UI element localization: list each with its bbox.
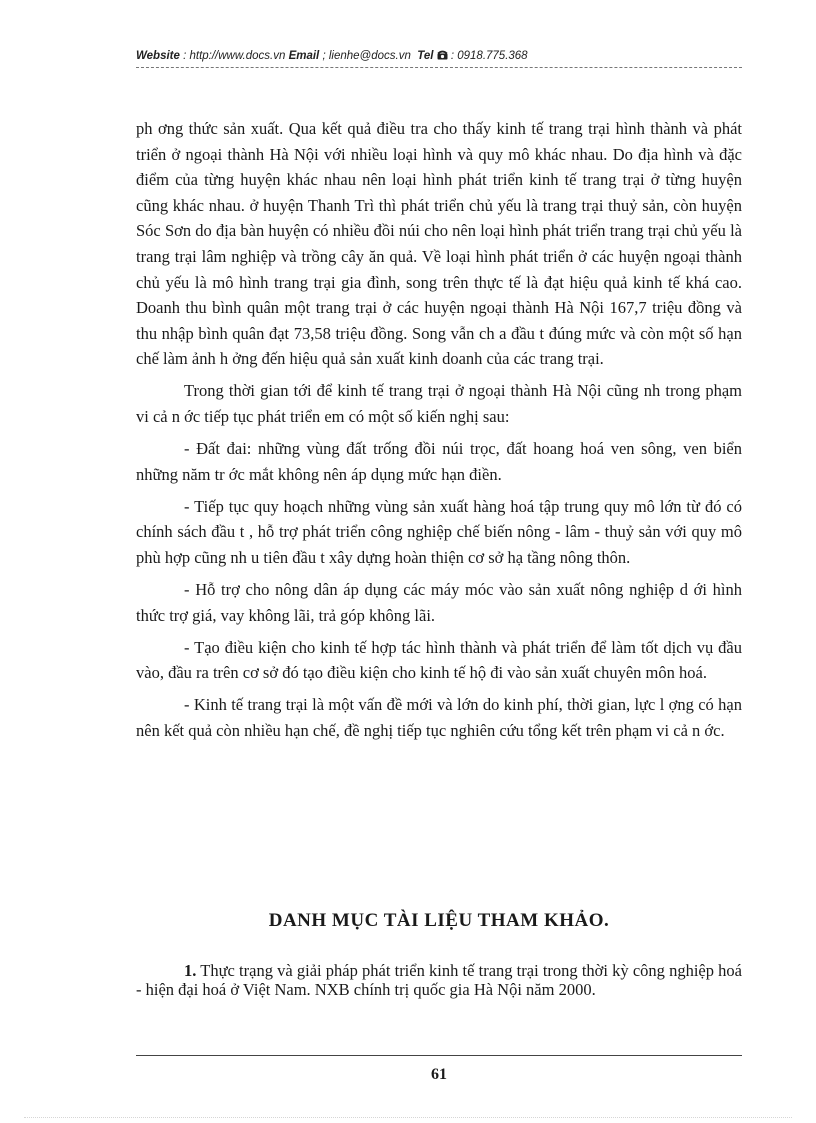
website-url[interactable]: : http://www.docs.vn	[183, 50, 286, 62]
recommendation-paragraph: - Kinh tế trang trại là một vấn đề mới và lớn do kinh phí, thời gian, lực l ợng có hạn nên kết quả còn nhiều hạn chế, đề nghị tiếp tục nghiên cứu tổng kết trên phạm vi cả n ớc.	[136, 695, 742, 741]
tel-label: Tel	[417, 50, 434, 62]
page-header	[136, 50, 742, 62]
reference-number: 1.	[184, 961, 197, 980]
paragraph: ph ơng thức sản xuất. Qua kết quả điều tra cho thấy kinh tế trang trại hình thành và phát triển ở ngoại thành Hà Nội với nhiều loại hình và quy mô khác nhau. Do địa hình và đặc điểm của từng huyện khác nhau nên loại hình phát triển kinh tế trang trại ở từng huyện cũng khác nhau. ở huyện Thanh Trì thì phát triển chủ yếu là trang trại thuỷ sản, còn huyện Sóc Sơn do địa bàn huyện có nhiều đồi núi cho nên loại hình phát triển trang trại chủ yếu là trang trại lâm nghiệp và trồng cây ăn quả. Về loại hình phát triển ở các huyện ngoại thành chủ yếu là mô hình trang trại gia đình, song trên thực tế là đạt hiệu quả kinh tế khá cao. Doanh thu bình quân một trang trại ở các huyện ngoại thành Hà Nội 167,7 triệu đồng và thu nhập bình quân đạt 73,58 triệu đồng. Song vẫn ch a đầu t đúng mức và còn một số hạn chế làm ảnh h ởng đến hiệu quả sản xuất kinh doanh của các trang trại.	[136, 119, 742, 369]
reference-text: Thực trạng và giải pháp phát triển kinh tế trang trại trong thời kỳ công nghiệp hoá - hiện đại hoá ở Việt Nam. NXB chính trị quốc gia Hà Nội năm 2000.	[136, 961, 742, 999]
recommendation-paragraph: - Tiếp tục quy hoạch những vùng sản xuất hàng hoá tập trung quy mô lớn từ đó có chính sách đầu t , hỗ trợ phát triển công nghiệp chế biến nông - lâm - thuỷ sản với quy mô phù hợp cũng nh u tiên đầu t xây dựng hoàn thiện cơ sở hạ tầng nông thôn.	[136, 496, 742, 567]
email-address[interactable]: ; lienhe@docs.vn	[322, 50, 411, 62]
recommendation-paragraph: - Hỗ trợ cho nông dân áp dụng các máy móc vào sản xuất nông nghiệp d ới hình thức trợ giá, vay không lãi, trả góp không lãi.	[136, 580, 742, 625]
body-text	[136, 116, 742, 744]
phone-icon	[437, 50, 448, 60]
page-bottom-border	[24, 1117, 792, 1118]
paragraph: Trong thời gian tới để kinh tế trang trại ở ngoại thành Hà Nội cũng nh trong phạm vi cả n ớc tiếp tục phát triển em có một số kiến nghị sau:	[136, 381, 742, 427]
page-number: 61	[431, 1066, 447, 1083]
recommendation-paragraph: - Tạo điều kiện cho kinh tế hợp tác hình thành và phát triển để làm tốt dịch vụ đầu vào, đầu ra trên cơ sở đó tạo điều kiện cho kinh tế hộ đi vào sản xuất chuyên môn hoá.	[136, 637, 742, 683]
header-divider	[136, 67, 742, 68]
tel-number: : 0918.775.368	[450, 50, 528, 62]
website-label: Website	[136, 50, 180, 62]
recommendation-paragraph: - Đất đai: những vùng đất trống đồi núi trọc, đất hoang hoá ven sông, ven biển những năm tr ớc mắt không nên áp dụng mức hạn điền.	[136, 439, 742, 484]
footer-divider	[136, 1055, 742, 1056]
email-label: Email	[288, 50, 320, 62]
references-title: DANH MỤC TÀI LIỆU THAM KHẢO.	[268, 910, 610, 931]
reference-item	[136, 962, 742, 999]
